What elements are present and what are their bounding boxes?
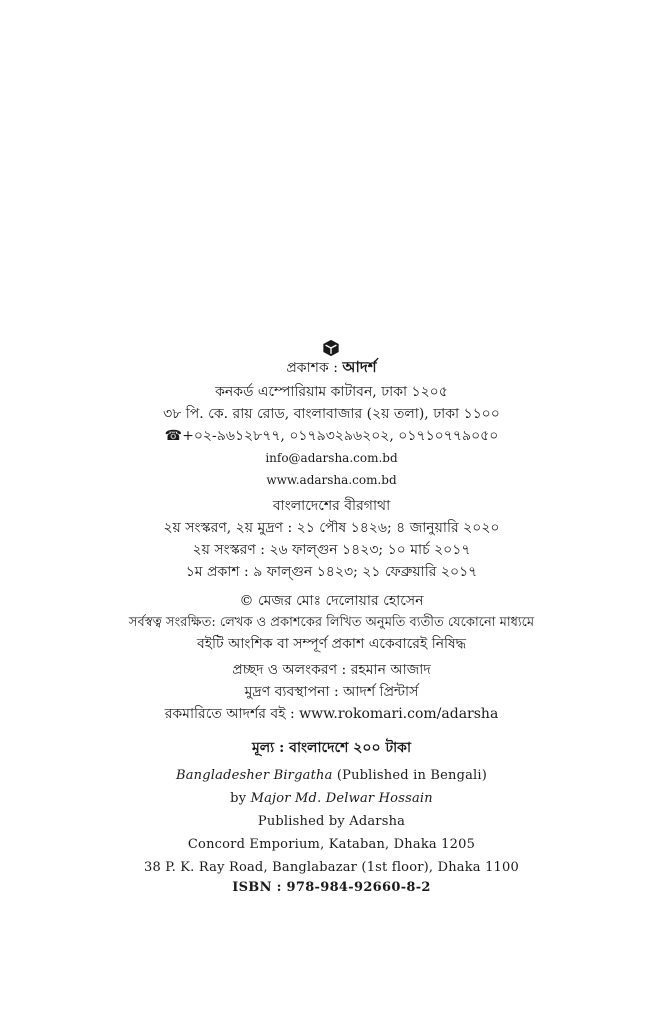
adarsha-cube-logo-icon (322, 339, 340, 357)
publisher-block (0, 357, 663, 378)
by-prefix: by (230, 791, 251, 806)
isbn-text: ISBN : 978-984-92660-8-2 (232, 880, 431, 895)
credits-block (0, 659, 663, 725)
english-author-line (0, 787, 663, 810)
rights-block (0, 590, 663, 655)
copyright-line: © মেজর মোঃ দেলোয়ার হোসেন (239, 593, 424, 609)
english-address-1: Concord Emporium, Kataban, Dhaka 1205 (187, 837, 476, 852)
publisher-label: প্রকাশক : (286, 360, 338, 376)
english-title-note: (Published in Bengali) (332, 768, 488, 783)
english-title-line (0, 764, 663, 787)
rights-line-1: সর্বস্বত্ব সংরক্ষিত: লেখক ও প্রকাশকের লিখিত অনুমতি ব্যতীত যেকোনো মাধ্যমে (128, 615, 535, 630)
address-line-1: কনকর্ড এম্পোরিয়াম কাটাবন, ঢাকা ১২০৫ (215, 384, 448, 400)
edition-line-3: ১ম প্রকাশ : ৯ ফাল্গুন ১৪২৩; ২১ ফেব্রুয়ারি ২০১৭ (185, 564, 478, 580)
cover-credit: প্রচ্ছদ ও অলংকরণ : রহমান আজাদ (232, 662, 431, 678)
online-credit: রকমারিতে আদর্শর বই : www.rokomari.com/adarsha (164, 706, 499, 722)
print-credit: মুদ্রণ ব্যবস্থাপনা : আদর্শ প্রিন্টার্স (244, 684, 419, 700)
phone-numbers: +০২-৯৬১২৮৭৭, ০১৭৯৩২৯৬২০২, ০১৭১০৭৭৯০৫০ (182, 428, 499, 444)
phone-icon: ☎ (164, 428, 183, 444)
website-text: www.adarsha.com.bd (266, 473, 397, 487)
edition-line-1: ২য় সংস্করণ, ২য় মুদ্রণ : ২১ পৌষ ১৪২৬; ৪ জানুয়ারি ২০২০ (163, 520, 500, 536)
email-text: info@adarsha.com.bd (265, 451, 398, 465)
price-block (0, 736, 663, 760)
english-address-2: 38 P. K. Ray Road, Banglabazar (1st floor), Dhaka 1100 (144, 860, 519, 875)
publisher-address (0, 381, 663, 491)
isbn-block (0, 880, 663, 895)
publisher-name: আদর্শ (342, 358, 377, 376)
price-text: মূল্য : বাংলাদেশে ২০০ টাকা (251, 740, 412, 756)
phone-line (0, 425, 663, 447)
rights-line-2: বইটি আংশিক বা সম্পূর্ণ প্রকাশ একেবারেই নিষিদ্ধ (196, 636, 467, 652)
english-block (0, 764, 663, 879)
address-line-2: ৩৮ পি. কে. রায় রোড, বাংলাবাজার (২য় তলা), ঢাকা ১১০০ (163, 406, 500, 422)
publisher-heading (0, 357, 663, 378)
english-title: Bangladesher Birgatha (175, 768, 333, 783)
published-by: Published by Adarsha (257, 814, 406, 829)
book-title: বাংলাদেশের বীরগাথা (272, 498, 391, 514)
edition-line-2: ২য় সংস্করণ : ২৬ ফাল্গুন ১৪২৩; ১০ মার্চ ২০১৭ (192, 542, 471, 558)
book-block (0, 495, 663, 583)
english-author: Major Md. Delwar Hossain (250, 791, 433, 806)
